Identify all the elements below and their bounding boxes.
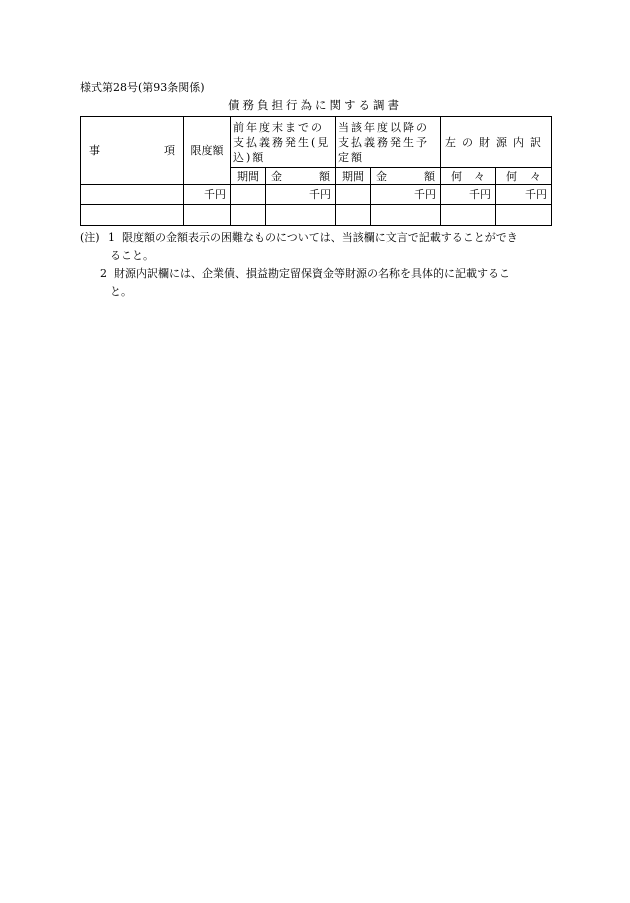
subheader-amount-1: 金 額 <box>266 168 336 185</box>
cell-empty <box>336 205 371 226</box>
note-1 <box>80 229 552 247</box>
subheader-period-1: 期間 <box>231 168 266 185</box>
cell-matter <box>81 185 184 205</box>
cell-amount-2-unit: 千円 <box>371 185 441 205</box>
note-1-number: 1 <box>108 231 115 244</box>
header-funding: 左の財源内訳 <box>441 117 552 168</box>
header-matter: 事 項 <box>81 117 184 185</box>
cell-empty <box>496 205 552 226</box>
note-2-continuation: と。 <box>110 285 132 298</box>
cell-period-2 <box>336 185 371 205</box>
note-2-text: 財源内訳欄には、企業債、損益勘定留保資金等財源の名称を具体的に記載するこ <box>114 267 510 280</box>
note-1-text: 限度額の金額表示の困難なものについては、当該欄に文言で記載することができ <box>122 231 518 244</box>
cell-empty <box>231 205 266 226</box>
debt-burden-table <box>80 116 552 226</box>
header-prev-year: 前年度末までの支払義務発生(見込)額 <box>231 117 336 168</box>
cell-empty <box>371 205 441 226</box>
cell-empty <box>266 205 336 226</box>
cell-what-1-unit: 千円 <box>441 185 496 205</box>
header-limit: 限度額 <box>184 117 231 185</box>
notes-section <box>80 229 552 301</box>
form-number: 様式第28号(第93条関係) <box>80 81 205 94</box>
cell-empty <box>81 205 184 226</box>
cell-empty <box>441 205 496 226</box>
cell-what-2-unit: 千円 <box>496 185 552 205</box>
cell-empty <box>184 205 231 226</box>
note-2 <box>80 265 552 283</box>
subheader-what-1: 何 々 <box>441 168 496 185</box>
note-1-continuation: ること。 <box>110 249 154 262</box>
note-2-number: 2 <box>100 267 107 280</box>
subheader-amount-2: 金 額 <box>371 168 441 185</box>
table-row <box>81 185 552 205</box>
subheader-period-2: 期間 <box>336 168 371 185</box>
header-current-year: 当該年度以降の支払義務発生予定額 <box>336 117 441 168</box>
cell-period-1 <box>231 185 266 205</box>
subheader-what-2: 何 々 <box>496 168 552 185</box>
document-title: 債務負担行為に関する調書 <box>228 98 402 112</box>
notes-prefix: (注) <box>80 231 100 244</box>
cell-amount-1-unit: 千円 <box>266 185 336 205</box>
table-row <box>81 205 552 226</box>
cell-limit-unit: 千円 <box>184 185 231 205</box>
